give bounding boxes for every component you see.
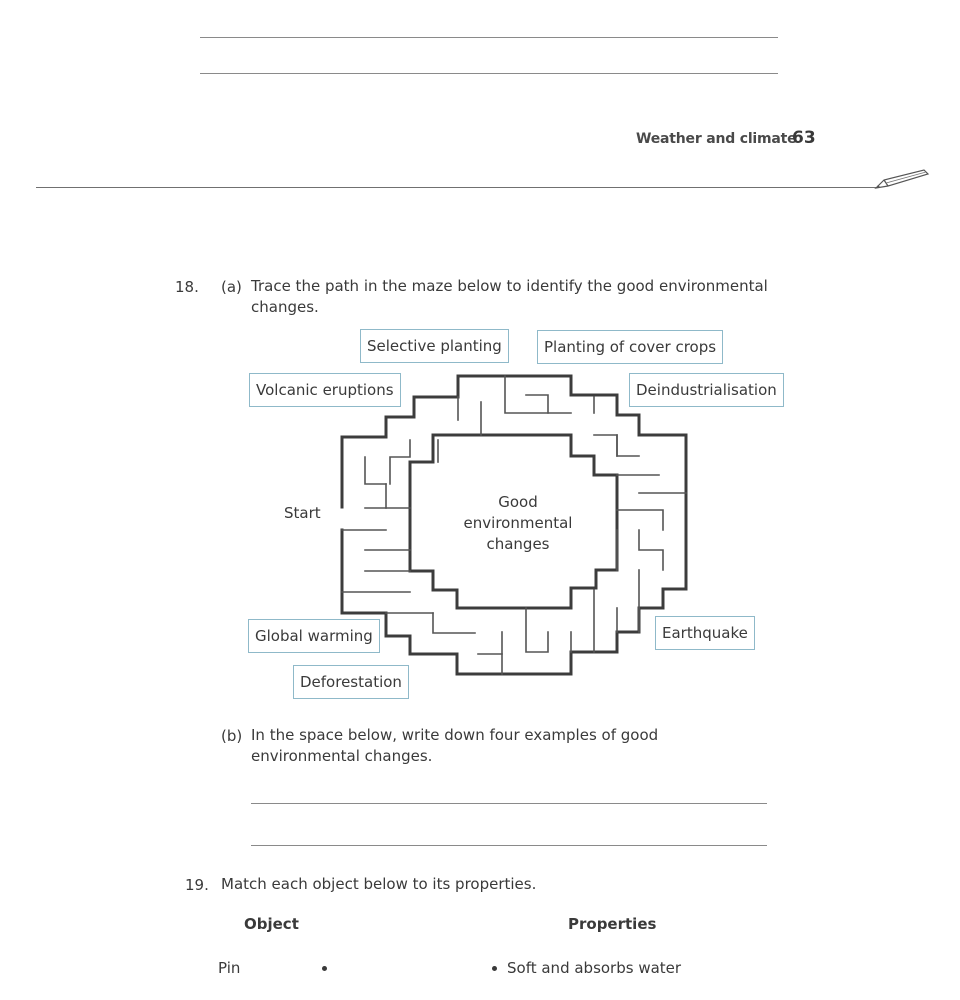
question-18a-line1: Trace the path in the maze below to identify the good environmental	[251, 277, 768, 295]
maze-center-label: Good environmental changes	[463, 493, 573, 553]
question-19-number: 19.	[185, 876, 209, 894]
question-18-number: 18.	[175, 278, 199, 296]
question-18b-line2: environmental changes.	[251, 747, 433, 765]
option-global-warming[interactable]: Global warming	[248, 619, 380, 653]
option-deforestation[interactable]: Deforestation	[293, 665, 409, 699]
option-volcanic-eruptions[interactable]: Volcanic eruptions	[249, 373, 401, 407]
option-planting-cover-crops[interactable]: Planting of cover crops	[537, 330, 723, 364]
chapter-title: Weather and climate	[636, 131, 797, 147]
match-dot-property-soft[interactable]	[492, 966, 497, 971]
question-18b-label: (b)	[221, 727, 243, 745]
match-property-soft-absorbs-water: Soft and absorbs water	[507, 959, 682, 977]
question-18a-line2: changes.	[251, 298, 319, 316]
column-header-object: Object	[244, 915, 299, 933]
page-number: 63	[792, 128, 816, 148]
question-18b-text	[251, 725, 791, 767]
question-18b-line1: In the space below, write down four examples of good	[251, 726, 659, 744]
option-earthquake[interactable]: Earthquake	[655, 616, 755, 650]
maze-start-label: Start	[284, 504, 321, 522]
option-deindustrialisation[interactable]: Deindustrialisation	[629, 373, 784, 407]
answer-line-18b-1[interactable]	[251, 803, 767, 804]
answer-line-18b-2[interactable]	[251, 845, 767, 846]
question-18a-label: (a)	[221, 278, 242, 296]
question-19-text: Match each object below to its properties.	[221, 875, 537, 893]
match-object-pin: Pin	[218, 959, 241, 977]
match-dot-object-pin[interactable]	[322, 966, 327, 971]
column-header-properties: Properties	[568, 915, 657, 933]
option-selective-planting[interactable]: Selective planting	[360, 329, 509, 363]
